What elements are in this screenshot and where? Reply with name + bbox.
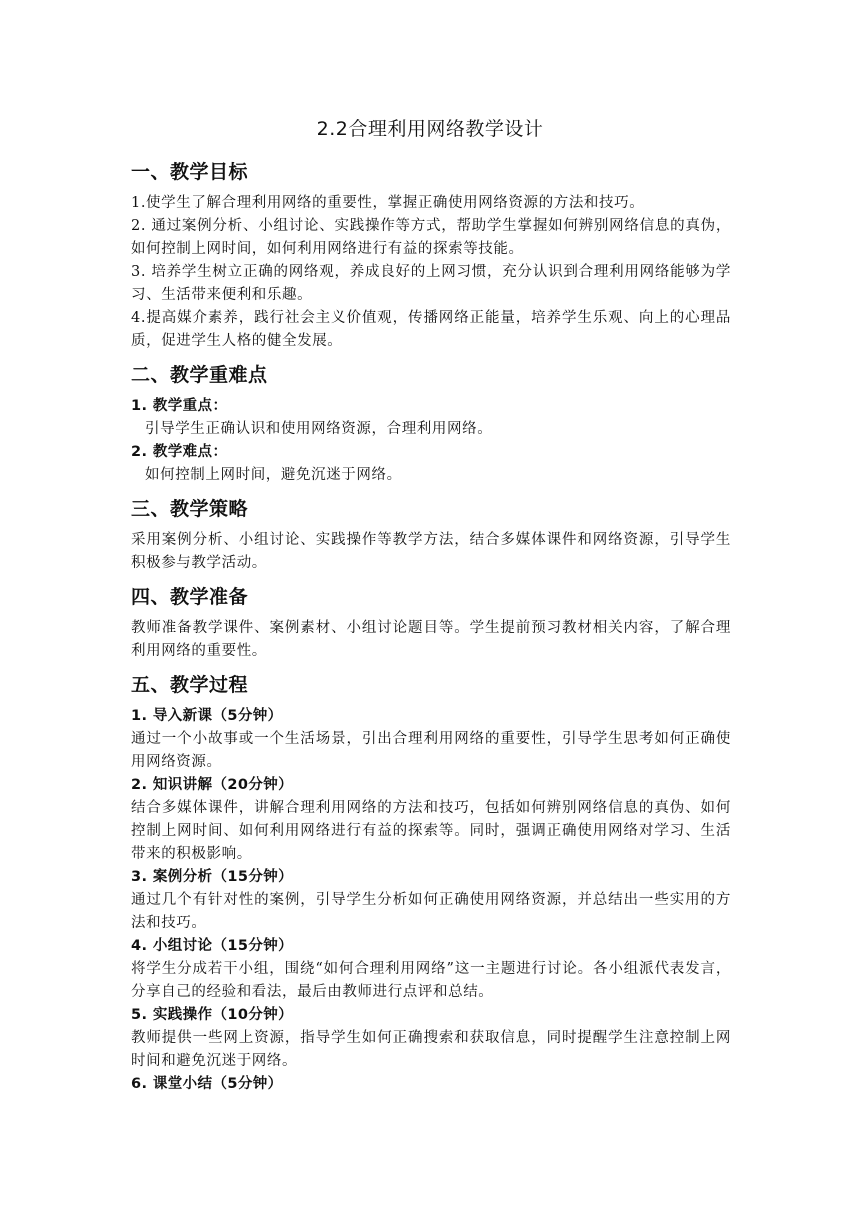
section-key-points (131, 361, 731, 487)
section-heading: 三、教学策略 (131, 498, 249, 520)
item-text: 引导学生正确认识和使用网络资源，合理利用网络。 (145, 421, 493, 437)
section-heading: 五、教学过程 (131, 674, 249, 696)
section-teaching-process (131, 671, 731, 1096)
item-text: 如何控制上网时间，避免沉迷于网络。 (145, 467, 402, 483)
step-text: 将学生分成若干小组，围绕“如何合理利用网络”这一主题进行讨论。各小组派代表发言，分享自己的经验和看法，最后由教师进行点评和总结。 (131, 961, 731, 1000)
paragraph: 教师准备教学课件、案例素材、小组讨论题目等。学生提前预习教材相关内容，了解合理利用网络的重要性。 (131, 620, 731, 659)
section-heading: 四、教学准备 (131, 586, 249, 608)
step-label: 1. 导入新课（5分钟） (131, 708, 283, 724)
document-title: 2.2合理利用网络教学设计 (316, 118, 544, 140)
section-teaching-strategy (131, 495, 731, 575)
step-label: 5. 实践操作（10分钟） (131, 1007, 294, 1023)
step-text: 教师提供一些网上资源，指导学生如何正确搜索和获取信息，同时提醒学生注意控制上网时间和避免沉迷于网络。 (131, 1030, 731, 1069)
paragraph: 3. 培养学生树立正确的网络观，养成良好的上网习惯，充分认识到合理利用网络能够为学习、生活带来便利和乐趣。 (131, 264, 731, 303)
section-heading: 一、教学目标 (131, 161, 249, 183)
item-label: 2. 教学难点： (131, 444, 228, 460)
step-label: 4. 小组讨论（15分钟） (131, 938, 294, 954)
paragraph: 2. 通过案例分析、小组讨论、实践操作等方式，帮助学生掌握如何辨别网络信息的真伪，如何控制上网时间，如何利用网络进行有益的探索等技能。 (131, 218, 731, 257)
step-text: 通过几个有针对性的案例，引导学生分析如何正确使用网络资源，并总结出一些实用的方法和技巧。 (131, 892, 731, 931)
section-heading: 二、教学重难点 (131, 364, 268, 386)
section-teaching-preparation (131, 583, 731, 663)
section-teaching-goals (131, 158, 731, 353)
step-label: 2. 知识讲解（20分钟） (131, 777, 294, 793)
step-label: 6. 课堂小结（5分钟） (131, 1076, 283, 1092)
item-label: 1. 教学重点： (131, 398, 228, 414)
step-text: 通过一个小故事或一个生活场景，引出合理利用网络的重要性，引导学生思考如何正确使用网络资源。 (131, 731, 731, 770)
document-body (131, 158, 731, 1096)
paragraph: 4.提高媒介素养，践行社会主义价值观，传播网络正能量，培养学生乐观、向上的心理品质，促进学生人格的健全发展。 (131, 310, 731, 349)
step-label: 3. 案例分析（15分钟） (131, 869, 294, 885)
paragraph: 1.使学生了解合理利用网络的重要性，掌握正确使用网络资源的方法和技巧。 (131, 195, 645, 211)
step-text: 结合多媒体课件，讲解合理利用网络的方法和技巧，包括如何辨别网络信息的真伪、如何控制上网时间、如何利用网络进行有益的探索等。同时，强调正确使用网络对学习、生活带来的积极影响。 (131, 800, 731, 862)
paragraph: 采用案例分析、小组讨论、实践操作等教学方法，结合多媒体课件和网络资源，引导学生积极参与教学活动。 (131, 532, 731, 571)
